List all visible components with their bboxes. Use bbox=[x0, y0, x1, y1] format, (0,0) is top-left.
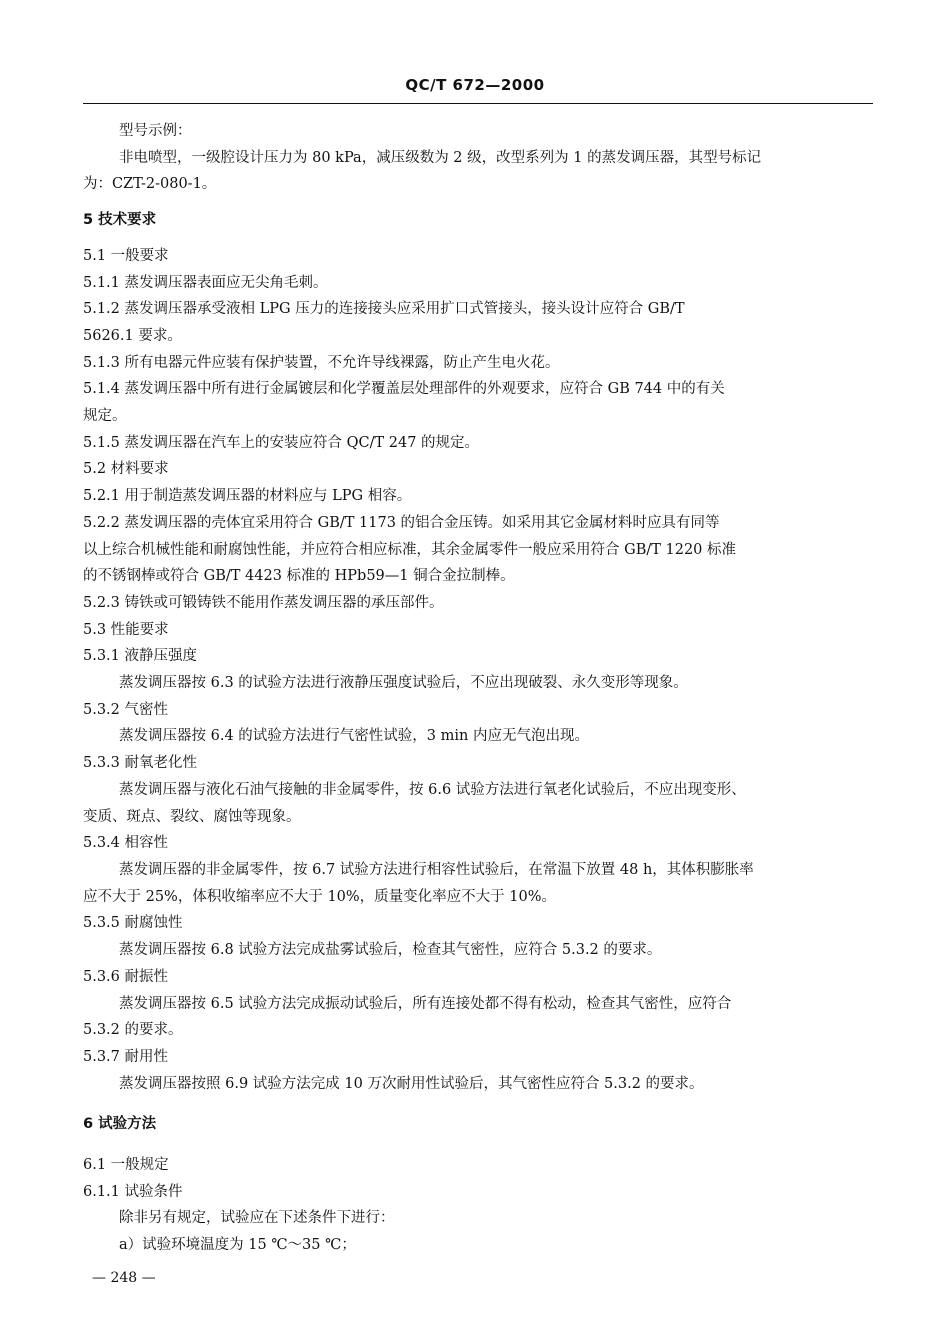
clause-5-1-3: 5.1.3 所有电器元件应装有保护装置，不允许导线裸露，防止产生电火花。 bbox=[83, 354, 560, 371]
clause-5-3-3: 5.3.3 耐氧老化性 bbox=[83, 755, 198, 772]
page-header-standard-number: QC/T 672—2000 bbox=[405, 76, 545, 94]
page-number: — 248 — bbox=[92, 1270, 156, 1286]
clause-5-1-2: 5.1.2 蒸发调压器承受液相 LPG 压力的连接接头应采用扩口式管接头，接头设计应符合 GB/T bbox=[83, 301, 685, 318]
clause-5-2: 5.2 材料要求 bbox=[83, 461, 169, 478]
clause-5-1-5: 5.1.5 蒸发调压器在汽车上的安装应符合 QC/T 247 的规定。 bbox=[83, 434, 480, 451]
clause-5-3-1: 5.3.1 液静压强度 bbox=[83, 648, 198, 665]
clause-5-3-6-text: 蒸发调压器按 6.5 试验方法完成振动试验后，所有连接处都不得有松动，检查其气密性，应符合 bbox=[119, 995, 732, 1012]
clause-5-1-4-cont: 规定。 bbox=[83, 408, 127, 425]
clause-6-1-1-text: 除非另有规定，试验应在下述条件下进行： bbox=[119, 1210, 395, 1227]
header-rule bbox=[83, 103, 873, 104]
clause-5-3-4-text-cont: 应不大于 25%，体积收缩率应不大于 10%，质量变化率应不大于 10%。 bbox=[83, 888, 557, 905]
clause-5-3-7: 5.3.7 耐用性 bbox=[83, 1048, 169, 1065]
clause-5-2-2: 5.2.2 蒸发调压器的壳体宜采用符合 GB/T 1173 的铝合金压铸。如采用其它金属材料时应具有同等 bbox=[83, 514, 720, 531]
clause-5-2-1: 5.2.1 用于制造蒸发调压器的材料应与 LPG 相容。 bbox=[83, 488, 412, 505]
clause-5-3-6: 5.3.6 耐振性 bbox=[83, 968, 169, 985]
clause-5-1-2-cont: 5626.1 要求。 bbox=[83, 327, 182, 344]
clause-5-2-2-cont: 以上综合机械性能和耐腐蚀性能，并应符合相应标准，其余金属零件一般应采用符合 GB/T 1220 标准 bbox=[83, 541, 737, 558]
clause-5-3-2-text: 蒸发调压器按 6.4 的试验方法进行气密性试验，3 min 内应无气泡出现。 bbox=[119, 728, 589, 745]
example-text: 非电喷型，一级腔设计压力为 80 kPa，减压级数为 2 级，改型系列为 1 的蒸发调压器，其型号标记 bbox=[119, 149, 762, 166]
clause-5-3-4-text: 蒸发调压器的非金属零件，按 6.7 试验方法进行相容性试验后，在常温下放置 48 h，其体积膨胀率 bbox=[119, 861, 754, 878]
clause-5-3-4: 5.3.4 相容性 bbox=[83, 835, 169, 852]
clause-5-3-7-text: 蒸发调压器按照 6.9 试验方法完成 10 万次耐用性试验后，其气密性应符合 5.3.2 的要求。 bbox=[119, 1075, 704, 1092]
list-item-a: a）试验环境温度为 15 ℃～35 ℃； bbox=[119, 1237, 356, 1254]
clause-5-3: 5.3 性能要求 bbox=[83, 621, 169, 638]
clause-5-2-3: 5.2.3 铸铁或可锻铸铁不能用作蒸发调压器的承压部件。 bbox=[83, 594, 444, 611]
clause-5-3-1-text: 蒸发调压器按 6.3 的试验方法进行液静压强度试验后，不应出现破裂、永久变形等现象。 bbox=[119, 675, 688, 692]
clause-5-3-2: 5.3.2 气密性 bbox=[83, 701, 169, 718]
section-5-heading: 5 技术要求 bbox=[83, 212, 157, 229]
example-text-cont: 为：CZT-2-080-1。 bbox=[83, 176, 217, 193]
clause-5-3-5: 5.3.5 耐腐蚀性 bbox=[83, 915, 183, 932]
clause-5-3-6-text-cont: 5.3.2 的要求。 bbox=[83, 1022, 183, 1039]
clause-5-3-5-text: 蒸发调压器按 6.8 试验方法完成盐雾试验后，检查其气密性，应符合 5.3.2 的要求。 bbox=[119, 942, 662, 959]
clause-6-1-1: 6.1.1 试验条件 bbox=[83, 1183, 183, 1200]
clause-6-1: 6.1 一般规定 bbox=[83, 1157, 169, 1174]
example-heading: 型号示例： bbox=[119, 123, 192, 139]
clause-5-1-4: 5.1.4 蒸发调压器中所有进行金属镀层和化学覆盖层处理部件的外观要求，应符合 GB 744 中的有关 bbox=[83, 381, 725, 398]
clause-5-1: 5.1 一般要求 bbox=[83, 247, 169, 264]
clause-5-3-3-text: 蒸发调压器与液化石油气接触的非金属零件，按 6.6 试验方法进行氧老化试验后，不应出现变形、 bbox=[119, 781, 746, 798]
clause-5-2-2-cont2: 的不锈钢棒或符合 GB/T 4423 标准的 HPb59—1 铜合金拉制棒。 bbox=[83, 568, 515, 585]
document-body bbox=[83, 118, 873, 1259]
section-6-heading: 6 试验方法 bbox=[83, 1116, 157, 1133]
clause-5-3-3-text-cont: 变质、斑点、裂纹、腐蚀等现象。 bbox=[83, 808, 301, 825]
clause-5-1-1: 5.1.1 蒸发调压器表面应无尖角毛刺。 bbox=[83, 274, 328, 291]
